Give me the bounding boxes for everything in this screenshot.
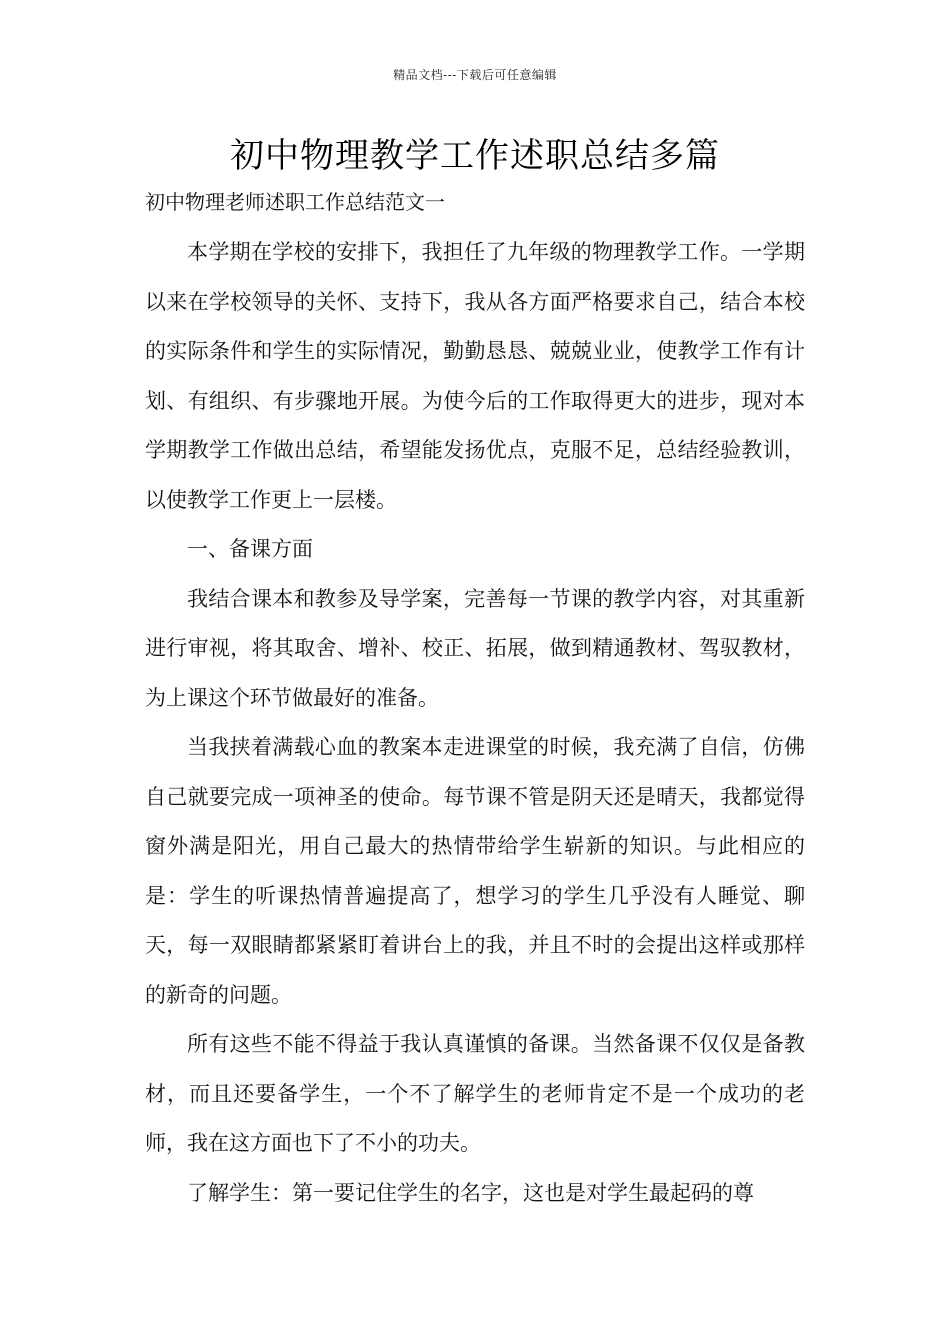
- paragraph-classroom: 当我挟着满载心血的教案本走进课堂的时候，我充满了自信，仿佛自己就要完成一项神圣的使命。每节课不管是阴天还是晴天，我都觉得窗外满是阳光，用自己最大的热情带给学生崭新的知识。与此相应的是：学生的听课热情普遍提高了，想学习的学生几乎没有人睡觉、聊天，每一双眼睛都紧紧盯着讲台上的我，并且不时的会提出这样或那样的新奇的问题。: [145, 735, 805, 1007]
- paragraph-know-students: 了解学生：第一要记住学生的名字，这也是对学生最起码的尊: [187, 1180, 754, 1205]
- document-body: [145, 228, 805, 1218]
- paragraph-intro: 本学期在学校的安排下，我担任了九年级的物理教学工作。一学期以来在学校领导的关怀、支持下，我从各方面严格要求自己，结合本校的实际条件和学生的实际情况，勤勤恳恳、兢兢业业，使教学工作有计划、有组织、有步骤地开展。为使今后的工作取得更大的进步，现对本学期教学工作做出总结，希望能发扬优点，克服不足，总结经验教训，以使教学工作更上一层楼。: [145, 240, 805, 512]
- section-heading-lesson-prep: 一、备课方面: [187, 537, 313, 561]
- paragraph-lesson-prep: 我结合课本和教参及导学案，完善每一节课的教学内容，对其重新进行审视，将其取舍、增补、校正、拓展，做到精通教材、驾驭教材，为上课这个环节做最好的准备。: [145, 586, 805, 710]
- document-title: 初中物理教学工作述职总结多篇: [230, 136, 720, 176]
- document-subtitle: 初中物理老师述职工作总结范文一: [145, 190, 445, 214]
- header-note: 精品文档---下载后可任意编辑: [393, 68, 557, 82]
- paragraph-prep-benefits: 所有这些不能不得益于我认真谨慎的备课。当然备课不仅仅是备教材，而且还要备学生，一个不了解学生的老师肯定不是一个成功的老师，我在这方面也下了不小的功夫。: [145, 1032, 805, 1155]
